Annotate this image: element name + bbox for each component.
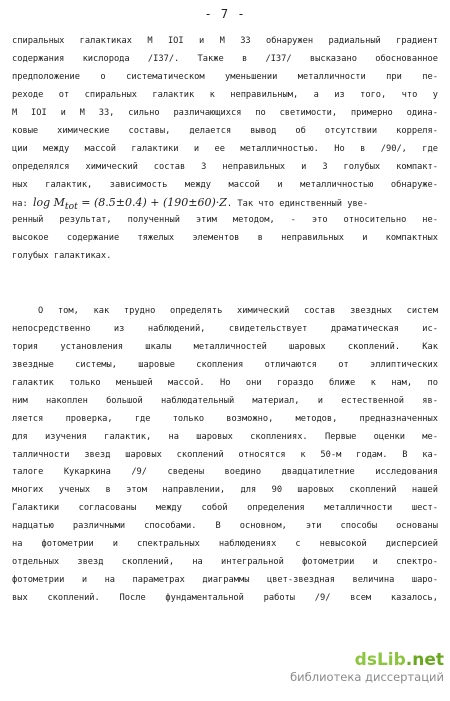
text-line: О том, как трудно определять химический состав звездных систем [38,306,438,316]
text-line: ции между массой галактики и ее металличностью. Но в /90/, где [12,143,438,154]
text-line: предположение о систематическом уменьшении металличности при пе- [12,71,438,82]
text-line: надцатью различными способами. В основном, эти способы основаны [12,521,438,532]
formula-line [12,194,438,212]
handwritten-formula [32,196,227,213]
text-line: ляется проверка, где только возможно, методов, предназначенных [12,413,438,424]
text-line: определялся химический состав 3 неправильных и 3 голубых компакт- [12,161,438,172]
text-line: ковые химические составы, делается вывод об отсутствии корреля- [12,125,438,136]
text-line: талоге Кукаркина /9/ сведены воедино двадцатилетние исследования [12,467,438,478]
text-line: талличности звезд шаровых скоплений относятся к 50-м годам. В ка- [12,449,438,460]
text-line: непосредственно из наблюдений, свидетельствует драматическая ис- [12,323,438,334]
formula-suffix: . Так что единственный уве- [226,199,369,210]
watermark [290,651,444,684]
text-line: реходе от спиральных галактик к неправильным, а из того, что у [12,89,438,100]
watermark-logo [290,651,444,670]
paragraph-1 [12,33,438,266]
text-line: вых скоплений. После фундаментальной работы /9/ всем казалось, [12,593,438,603]
formula-subscript: tot [64,201,78,213]
text-line: звездные системы, шаровые скопления отличаются от эллиптических [12,359,438,370]
paragraph-2 [12,303,438,608]
text-line: Галактики согласованы между собой определения металличности шест- [12,503,438,514]
watermark-tld: .net [405,650,444,670]
formula-log-mass: log M [32,196,65,210]
page-number: - 7 - [204,7,246,21]
text-line: многих ученых в этом направлении, для 90 шаровых скоплений нашей [12,485,438,496]
formula-prefix: на: [12,199,28,210]
text-line: содержания кислорода /I37/. Также в /I37/ высказано обоснованное [12,53,438,64]
text-line: голубых галактиках. [12,251,112,262]
formula-expression: = (8.5±0.4) + (190±60)·Z [81,196,227,210]
text-line: тория установления шкалы металличностей шаровых скоплений. Как [12,341,438,352]
text-line: фотометрии и на параметрах диаграммы цвет-звездная величина шаро- [12,575,438,586]
text-line: М IOI и М 33, сильно различающихся по светимости, примерно одина- [12,107,438,118]
text-line: высокое содержание тяжелых элементов в неправильных и компактных [12,233,438,244]
text-line: отдельных звезд скоплений, на интегральной фотометрии и спектро- [12,557,438,568]
watermark-subtitle: библиотека диссертаций [290,670,444,684]
text-line: спиральных галактиках М IOI и М 33 обнаружен радиальный градиент [12,36,438,46]
text-line: ных галактик, зависимость между массой и металличностью обнаруже- [12,179,438,190]
watermark-brand: dsLib [354,650,406,670]
text-line: галактик только меньшей массой. Но они гораздо ближе к нам, по [12,377,438,388]
text-line: ренный результат, полученный этим методом, - это относительно не- [12,215,438,226]
text-line: ним накоплен большой наблюдательный материал, и естественной яв- [12,395,438,406]
text-line: для изучения галактик, на шаровых скоплениях. Первые оценки ме- [12,431,438,442]
text-line: на фотометрии и спектральных наблюдениях с невысокой дисперсией [12,539,438,550]
